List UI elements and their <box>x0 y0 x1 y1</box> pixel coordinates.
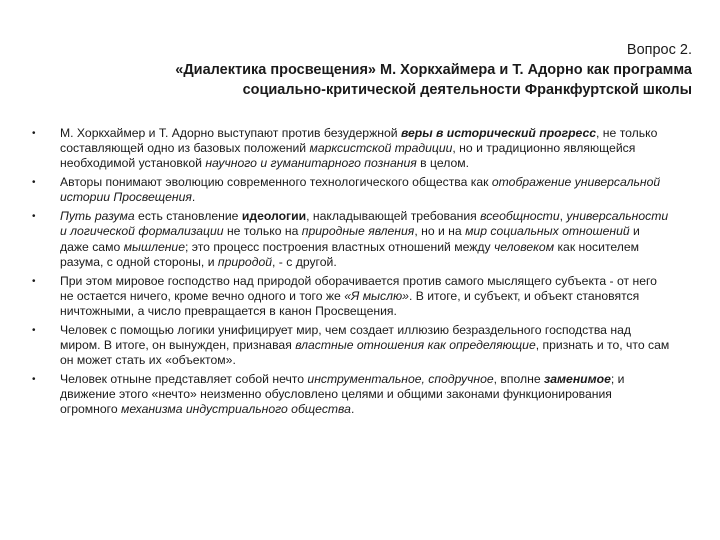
body-text: , - с другой. <box>272 254 337 269</box>
bullet-item <box>30 372 670 418</box>
emphasis-text: марксистской традиции <box>309 141 453 156</box>
body-text: Человек отныне представляет собой нечто <box>60 372 308 387</box>
body-text: , накладывающей требования <box>306 209 481 224</box>
question-number: Вопрос 2. <box>626 42 692 58</box>
emphasis-text: всеобщности <box>480 209 560 224</box>
body-text: При этом мировое господство над природой оборачивается против самого мыслящего субъекта - от него не остается ничего, кроме вечно одного и того же <box>60 273 657 303</box>
emphasis-text: инструментальное, сподручное <box>307 372 494 387</box>
emphasis-text: мир социальных отношений <box>465 224 630 239</box>
emphasis-text: природой <box>217 254 273 269</box>
body-text: , но и на <box>414 224 466 239</box>
bullet-text <box>60 323 670 369</box>
bullet-icon: • <box>32 177 36 189</box>
emphasis-text: властные отношения как определяющие <box>295 338 536 353</box>
emphasis-text: отображение универсальной истории Просвещения <box>60 175 661 205</box>
body-text: . <box>350 402 355 417</box>
body-text: и даже само <box>60 224 640 254</box>
bullet-icon: • <box>32 275 36 287</box>
emphasis-text: универсальности и логической формализации <box>60 209 669 239</box>
body-text: , не только составляющей одно из базовых положений <box>60 126 658 156</box>
bullet-icon: • <box>32 128 36 139</box>
bullet-item <box>30 323 670 369</box>
bullet-list <box>30 126 670 421</box>
body-text: . <box>191 190 196 205</box>
title-line-2: социально-критической деятельности Франкфуртской школы <box>242 82 692 98</box>
body-text: как носителем разума, с одной стороны, и <box>60 239 640 269</box>
bullet-item <box>30 274 670 320</box>
body-text: Авторы понимают эволюцию современного технологического общества как <box>60 175 492 190</box>
emphasis-text: Путь разума <box>60 209 135 224</box>
emphasis-text: человеком <box>493 239 555 254</box>
bullet-icon: • <box>32 324 36 336</box>
bullet-item <box>30 209 670 270</box>
body-text: ; это процесс построения властных отношений между <box>184 239 494 254</box>
body-text: , вполне <box>493 372 545 387</box>
emphasis-text: механизма индустриального общества <box>121 402 351 417</box>
slide-title <box>52 40 692 100</box>
body-text: Человек с помощью логики унифицирует мир, чем создает иллюзию безраздельного господства над миром. В итоге, он вынужден, признавая <box>60 322 631 353</box>
emphasis-text: природные явления <box>301 224 415 239</box>
bullet-item <box>30 126 670 172</box>
bullet-icon: • <box>32 211 36 223</box>
bullet-item <box>30 175 670 205</box>
title-line-1: «Диалектика просвещения» М. Хоркхаймера и Т. Адорно как программа <box>175 62 692 78</box>
body-text: , признать и то, что сам он может стать их «объектом». <box>60 338 670 368</box>
body-text: есть становление <box>134 209 242 224</box>
body-text: , <box>559 209 567 224</box>
bullet-icon: • <box>32 374 36 386</box>
bullet-text <box>60 175 670 205</box>
bullet-text <box>60 274 670 320</box>
body-text: . В итоге, и субъект, и объект становятся ничтожными, а число превращается в канон Просвещения. <box>60 288 640 319</box>
emphasis-text: научного и гуманитарного познания <box>205 156 417 171</box>
emphasis-text: «Я мыслю» <box>344 288 409 303</box>
bullet-text <box>60 372 670 418</box>
strong-emphasis-text: веры в исторический прогресс <box>400 126 597 140</box>
strong-emphasis-text: заменимое <box>544 372 611 387</box>
body-text: не только на <box>223 224 302 239</box>
strong-text: идеологии <box>241 209 307 224</box>
bullet-text <box>60 209 670 270</box>
emphasis-text: мышление <box>123 239 185 254</box>
bullet-text <box>60 126 670 172</box>
body-text: ; и движение этого «нечто» неизменно обусловлено целями и общими законами функционирования огромного <box>60 372 625 417</box>
body-text: , но и традиционно являющейся необходимой установкой <box>60 141 636 171</box>
body-text: М. Хоркхаймер и Т. Адорно выступают против безудержной <box>60 126 401 140</box>
body-text: в целом. <box>416 156 470 171</box>
